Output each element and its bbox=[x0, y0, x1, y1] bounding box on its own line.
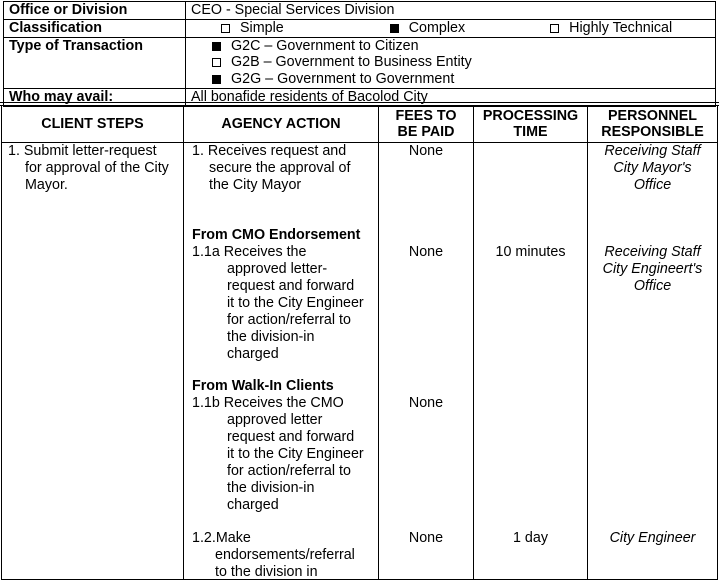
personnel-cell bbox=[588, 143, 718, 580]
transaction-label: Type of Transaction bbox=[4, 38, 186, 89]
personnel-action-1-2: City Engineer bbox=[609, 530, 696, 546]
action-line: 1.1b Receives the CMO bbox=[192, 395, 344, 411]
header-personnel bbox=[588, 106, 718, 143]
action-line: approved letter- bbox=[227, 261, 328, 277]
personnel-action-1 bbox=[588, 143, 717, 194]
header-personnel-line1: PERSONNEL bbox=[608, 108, 697, 124]
action-line: request and forward bbox=[227, 429, 355, 445]
action-line: approved letter bbox=[227, 412, 323, 428]
action-line: the City Mayor bbox=[209, 177, 302, 193]
checkbox-g2b[interactable] bbox=[212, 58, 221, 67]
client-steps-cell bbox=[2, 143, 184, 580]
processing-time-cell bbox=[474, 143, 588, 580]
service-info-table bbox=[3, 1, 716, 107]
agency-action-cell bbox=[184, 143, 379, 580]
fee-action-1-1b: None bbox=[408, 395, 444, 411]
cmo-endorsement-heading: From CMO Endorsement bbox=[192, 227, 361, 243]
option-g2g-label: G2G – Government to Government bbox=[231, 70, 455, 87]
office-value: CEO - Special Services Division bbox=[186, 2, 716, 20]
option-g2b[interactable] bbox=[212, 55, 710, 72]
action-line: charged bbox=[227, 497, 279, 513]
action-line: 1.1a Receives the bbox=[192, 244, 307, 260]
header-fees-line2: BE PAID bbox=[397, 124, 455, 140]
option-g2g[interactable] bbox=[212, 71, 710, 88]
checkbox-g2g[interactable] bbox=[212, 75, 221, 84]
classification-row bbox=[4, 20, 716, 38]
action-line: 1. Receives request and bbox=[192, 143, 347, 159]
action-line: for action/referral to bbox=[227, 312, 351, 328]
avail-label: Who may avail: bbox=[4, 88, 186, 106]
option-highly-technical[interactable] bbox=[550, 20, 672, 37]
option-complex-label: Complex bbox=[408, 20, 466, 36]
office-label: Office or Division bbox=[4, 2, 186, 20]
classification-options bbox=[186, 20, 716, 38]
personnel-action-1-1a bbox=[588, 244, 717, 295]
checkbox-simple[interactable] bbox=[221, 24, 230, 33]
header-personnel-line2: RESPONSIBLE bbox=[601, 124, 704, 140]
header-client-steps: CLIENT STEPS bbox=[2, 106, 184, 143]
checkbox-highly-technical[interactable] bbox=[550, 24, 559, 33]
process-table bbox=[1, 105, 718, 580]
action-1-1a bbox=[192, 244, 364, 363]
option-g2c-label: G2C – Government to Citizen bbox=[231, 37, 419, 54]
option-highly-technical-label: Highly Technical bbox=[569, 20, 673, 36]
action-line: request and forward bbox=[227, 278, 355, 294]
header-time-line1: PROCESSING bbox=[482, 108, 579, 124]
action-line: for action/referral to bbox=[227, 463, 351, 479]
fee-action-1-2: None bbox=[408, 530, 444, 546]
fee-action-1: None bbox=[408, 143, 444, 159]
option-g2c[interactable] bbox=[212, 38, 710, 55]
personnel-line: City Engineert's bbox=[602, 261, 703, 277]
header-fees bbox=[379, 106, 474, 143]
action-1-1b bbox=[192, 395, 364, 514]
process-header-row bbox=[2, 106, 718, 143]
header-time-line2: TIME bbox=[513, 124, 548, 140]
transaction-options bbox=[186, 38, 716, 89]
client-step-line: for approval of the City bbox=[25, 160, 169, 176]
personnel-line: Office bbox=[633, 177, 672, 193]
personnel-line: Receiving Staff bbox=[604, 143, 701, 159]
fees-cell bbox=[379, 143, 474, 580]
personnel-line: City Mayor's bbox=[613, 160, 692, 176]
time-action-1-1a: 10 minutes bbox=[495, 244, 566, 260]
action-line: endorsements/referral bbox=[215, 547, 355, 563]
personnel-line: Office bbox=[633, 278, 672, 294]
action-line: it to the City Engineer bbox=[227, 446, 364, 462]
classification-label: Classification bbox=[4, 20, 186, 38]
office-row bbox=[4, 2, 716, 20]
avail-value: All bonafide residents of Bacolod City bbox=[186, 88, 716, 106]
action-line: secure the approval of bbox=[209, 160, 351, 176]
action-line: to the division in bbox=[215, 564, 318, 580]
checkbox-g2c[interactable] bbox=[212, 42, 221, 51]
process-body-row bbox=[2, 143, 718, 580]
personnel-line: Receiving Staff bbox=[604, 244, 701, 260]
action-line: the division-in bbox=[227, 329, 315, 345]
transaction-row bbox=[4, 38, 716, 89]
header-fees-line1: FEES TO bbox=[395, 108, 457, 124]
option-simple[interactable] bbox=[221, 20, 284, 37]
option-g2b-label: G2B – Government to Business Entity bbox=[231, 54, 472, 71]
action-1-2 bbox=[192, 530, 355, 581]
action-line: it to the City Engineer bbox=[227, 295, 364, 311]
client-step-line: Mayor. bbox=[25, 177, 68, 193]
client-step-1 bbox=[8, 143, 169, 194]
action-line: 1.2.Make bbox=[192, 530, 251, 546]
checkbox-complex[interactable] bbox=[390, 24, 399, 33]
fee-action-1-1a: None bbox=[408, 244, 444, 260]
header-processing-time bbox=[474, 106, 588, 143]
time-action-1-2: 1 day bbox=[513, 530, 548, 546]
action-line: the division-in bbox=[227, 480, 315, 496]
header-agency-action: AGENCY ACTION bbox=[184, 106, 379, 143]
action-line: charged bbox=[227, 346, 279, 362]
option-complex[interactable] bbox=[390, 20, 465, 37]
action-1 bbox=[192, 143, 350, 194]
client-step-line: 1. Submit letter-request bbox=[8, 143, 157, 159]
walkin-clients-heading: From Walk-In Clients bbox=[192, 378, 334, 394]
option-simple-label: Simple bbox=[240, 20, 284, 36]
